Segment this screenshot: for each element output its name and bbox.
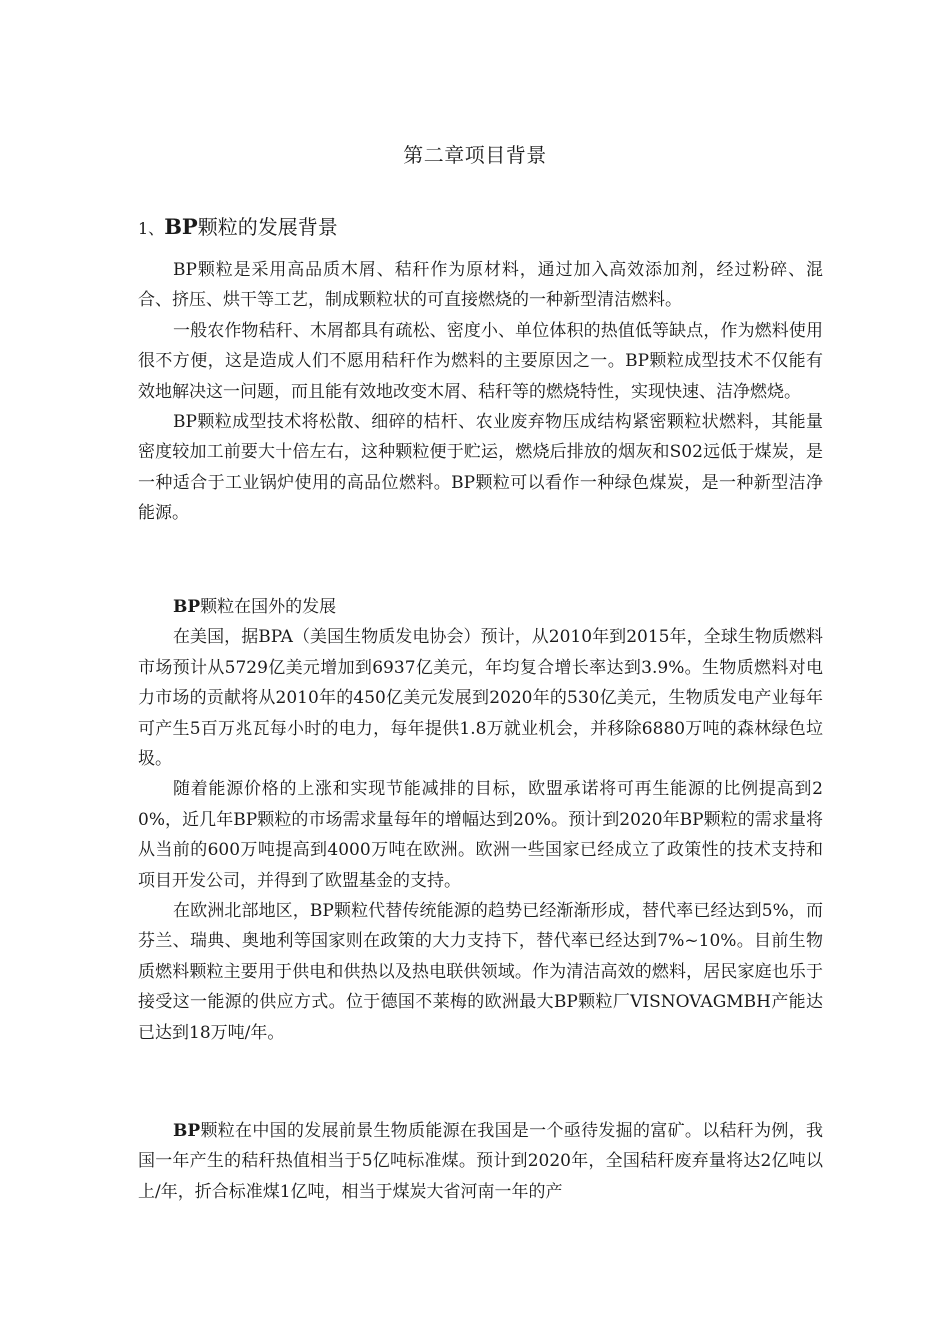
subheading-text: 颗粒在国外的发展 bbox=[200, 597, 337, 617]
subheading-foreign bbox=[138, 592, 823, 622]
section-title-bold: BP bbox=[164, 214, 198, 239]
paragraph: 随着能源价格的上涨和实现节能减排的目标，欧盟承诺将可再生能源的比例提高到20%，近几年BP颗粒的市场需求量每年的增幅达到20%。预计到2020年BP颗粒的需求量将从当前的600万吨提高到4000万吨在欧洲。欧洲一些国家已经成立了政策性的技术支持和项目开发公司，并得到了欧盟基金的支持。 bbox=[138, 779, 823, 891]
china-development-body bbox=[138, 1116, 823, 1207]
section-number: 1、 bbox=[138, 219, 165, 238]
china-lead-bold: BP bbox=[173, 1121, 201, 1141]
section-title-text: 颗粒的发展背景 bbox=[197, 215, 338, 239]
paragraph: BP颗粒是采用高品质木屑、秸秆作为原材料，通过加入高效添加剂，经过粉碎、混合、挤压、烘干等工艺，制成颗粒状的可直接燃烧的一种新型清洁燃料。 bbox=[138, 260, 823, 311]
paragraph: 在美国，据BPA（美国生物质发电协会）预计，从2010年到2015年，全球生物质燃料市场预计从5729亿美元增加到6937亿美元，年均复合增长率达到3.9%。生物质燃料对电力市场的贡献将从2010年的450亿美元发展到2020年的530亿美元，生物质发电产业每年可产生5百万兆瓦每小时的电力，每年提供1.8万就业机会，并移除6880万吨的森林绿色垃圾。 bbox=[138, 627, 823, 770]
paragraph: BP颗粒成型技术将松散、细碎的桔杆、农业废弃物压成结构紧密颗粒状燃料，其能量密度较加工前要大十倍左右，这种颗粒便于贮运，燃烧后排放的烟灰和S02远低于煤炭，是一种适合于工业锅炉使用的高品位燃料。BP颗粒可以看作一种绿色煤炭，是一种新型洁净能源。 bbox=[138, 412, 823, 524]
china-text: 颗粒在中国的发展前景生物质能源在我国是一个亟待发掘的富矿。以秸秆为例，我国一年产生的秸秆热值相当于5亿吨标准煤。预计到2020年，全国秸秆废弃量将达2亿吨以上/年，折合标准煤1亿吨，相当于煤炭大省河南一年的产 bbox=[138, 1121, 823, 1202]
section-1-body bbox=[138, 255, 823, 529]
section-heading bbox=[138, 212, 338, 244]
chapter-title: 第二章项目背景 bbox=[403, 143, 547, 167]
paragraph: 在欧洲北部地区，BP颗粒代替传统能源的趋势已经渐渐形成，替代率已经达到5%，而芬兰、瑞典、奥地利等国家则在政策的大力支持下，替代率已经达到7%~10%。目前生物质燃料颗粒主要用于供电和供热以及热电联供领域。作为清洁高效的燃料，居民家庭也乐于接受这一能源的供应方式。位于德国不莱梅的欧洲最大BP颗粒厂VISNOVAGMBH产能达已达到18万吨/年。 bbox=[138, 901, 823, 1043]
paragraph: 一般农作物秸秆、木屑都具有疏松、密度小、单位体积的热值低等缺点，作为燃料使用很不方便，这是造成人们不愿用秸秆作为燃料的主要原因之一。BP颗粒成型技术不仅能有效地解决这一问题，而且能有效地改变木屑、秸秆等的燃烧特性，实现快速、洁净燃烧。 bbox=[138, 320, 823, 402]
paragraph-china bbox=[138, 1116, 823, 1207]
subheading-bold: BP bbox=[173, 597, 201, 617]
foreign-development-body bbox=[138, 592, 823, 1048]
